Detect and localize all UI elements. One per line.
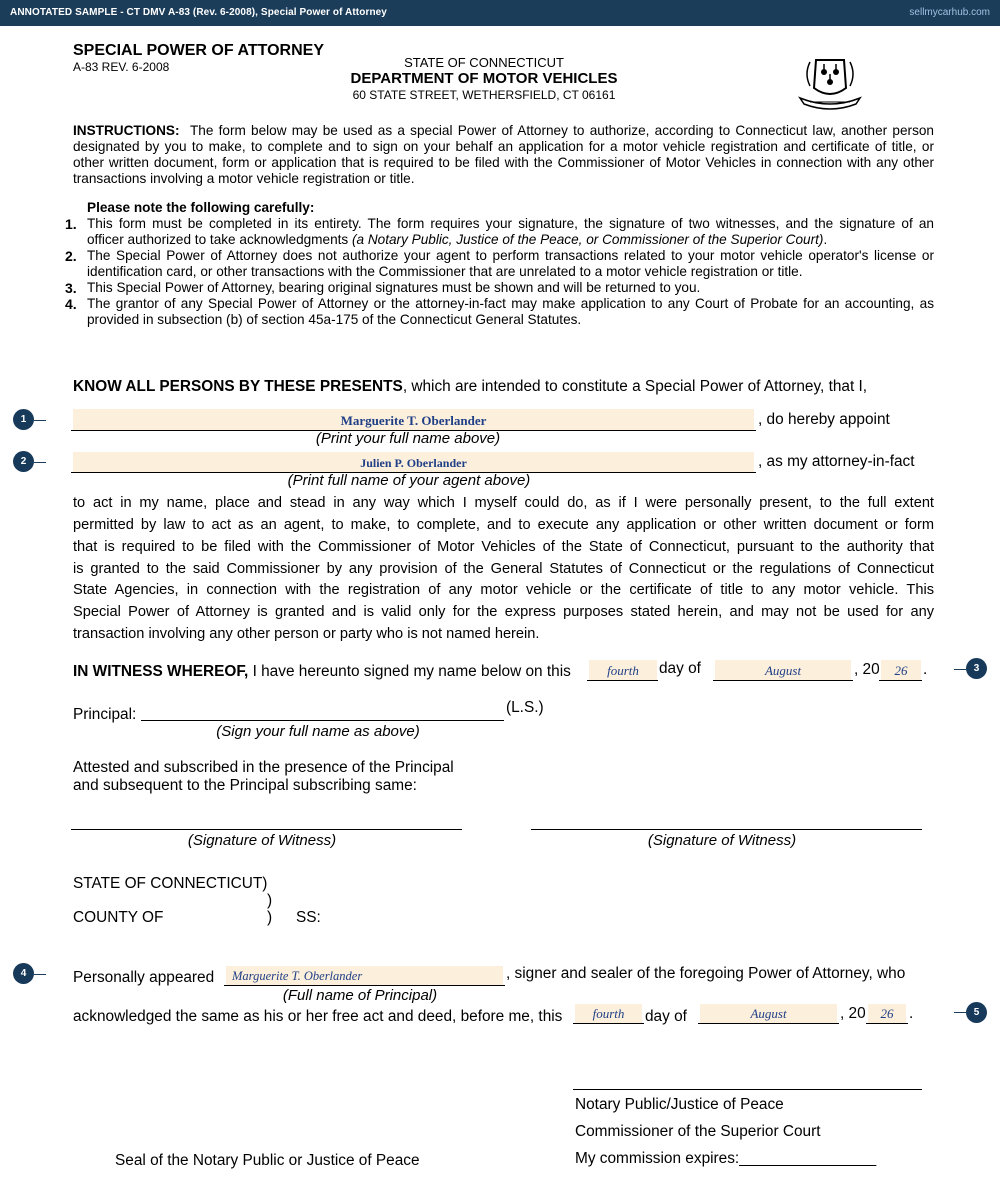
instructions-line-1: INSTRUCTIONS: The form below may be used as a special Power of Attorney to authorize, according to Connecticut law, another person bbox=[73, 123, 934, 138]
witness-1-caption: (Signature of Witness) bbox=[187, 832, 337, 849]
principal-signature-line[interactable] bbox=[141, 720, 504, 721]
callout-tick-5 bbox=[954, 1012, 966, 1013]
paragraph-line-6: Special Power of Attorney is granted and is valid only for the express purposes stated herein, and may not be used for any bbox=[73, 604, 934, 620]
principal-label: Principal: bbox=[73, 706, 137, 723]
ack-year-field[interactable]: 26 bbox=[868, 1004, 906, 1023]
sign-day-of: day of bbox=[659, 660, 701, 677]
principal-name-field[interactable]: Marguerite T. Oberlander bbox=[73, 409, 754, 430]
sign-year-prefix: , 20 bbox=[854, 661, 880, 678]
ack-period: . bbox=[909, 1005, 914, 1022]
sign-month-field[interactable]: August bbox=[715, 660, 851, 680]
instructions-label: INSTRUCTIONS: bbox=[73, 123, 180, 138]
paragraph-line-2: permitted by law to act as an agent, to make, to complete, and to execute any application or other written document or form bbox=[73, 517, 934, 533]
top-banner bbox=[0, 0, 1000, 26]
callout-badge-3: 3 bbox=[966, 658, 987, 679]
ack-month-field[interactable]: August bbox=[700, 1004, 837, 1023]
form-title: SPECIAL POWER OF ATTORNEY bbox=[73, 42, 324, 59]
ack-year-line bbox=[866, 1023, 908, 1024]
state-seal-icon bbox=[796, 54, 864, 112]
sign-day-line bbox=[587, 680, 658, 681]
banner-title: ANNOTATED SAMPLE - CT DMV A-83 (Rev. 6-2008), Special Power of Attorney bbox=[10, 7, 387, 18]
ack-day-field[interactable]: fourth bbox=[575, 1004, 642, 1023]
department-address: 60 STATE STREET, WETHERSFIELD, CT 06161 bbox=[352, 88, 616, 102]
commission-expires: My commission expires:________________ bbox=[575, 1150, 877, 1167]
note-3-line-1: This Special Power of Attorney, bearing original signatures must be shown and will be returned to you. bbox=[87, 280, 701, 295]
officer-title-2: Commissioner of the Superior Court bbox=[575, 1123, 821, 1140]
note-4-line-1: The grantor of any Special Power of Attorney or the attorney-in-fact may make application to any Court of Probate for an accounting, as bbox=[87, 296, 934, 311]
note-number-1: 1. bbox=[65, 216, 77, 232]
callout-tick-1 bbox=[34, 420, 46, 421]
instructions-line-4: transactions involving a motor vehicle registration or title. bbox=[73, 171, 415, 186]
notary-state: STATE OF CONNECTICUT) bbox=[73, 875, 268, 892]
witness-1-signature-line[interactable] bbox=[71, 829, 462, 830]
agent-name-field[interactable]: Julien P. Oberlander bbox=[73, 452, 754, 472]
instructions-line-2: designated by you to make, to complete and to sign on your behalf an application for a motor vehicle registration and certificate of title, or bbox=[73, 139, 934, 154]
attorney-in-fact-text: , as my attorney-in-fact bbox=[758, 453, 915, 470]
ack-year-prefix: , 20 bbox=[840, 1005, 866, 1022]
notary-county: COUNTY OF bbox=[73, 909, 164, 926]
sign-month-line bbox=[713, 680, 853, 681]
paragraph-line-7: transaction involving any other person or party who is not named herein. bbox=[73, 626, 540, 642]
callout-tick-4 bbox=[34, 974, 46, 975]
agent-name-caption: (Print full name of your agent above) bbox=[287, 472, 531, 489]
appoint-text: , do hereby appoint bbox=[758, 411, 890, 428]
paragraph-line-3: that is required to be filed with the Commissioner of Motor Vehicles of the State of Connecticut, pursuant to the authority that bbox=[73, 539, 934, 555]
witness-whereof-text: IN WITNESS WHEREOF, I have hereunto signed my name below on this bbox=[73, 663, 571, 680]
callout-tick-2 bbox=[34, 462, 46, 463]
attested-line-2: and subsequent to the Principal subscribing same: bbox=[73, 777, 417, 794]
officer-signature-line[interactable] bbox=[573, 1089, 922, 1090]
department-heading: DEPARTMENT OF MOTOR VEHICLES bbox=[350, 70, 618, 87]
note-number-4: 4. bbox=[65, 296, 77, 312]
note-heading: Please note the following carefully: bbox=[87, 200, 315, 215]
ack-day-of: day of bbox=[645, 1008, 687, 1025]
sign-year-line bbox=[879, 680, 922, 681]
notary-ss: SS: bbox=[296, 909, 321, 926]
sign-year-field[interactable]: 26 bbox=[881, 660, 921, 680]
note-number-2: 2. bbox=[65, 248, 77, 264]
sign-caption: (Sign your full name as above) bbox=[216, 723, 420, 740]
form-revision: A-83 REV. 6-2008 bbox=[73, 60, 170, 74]
callout-tick-3 bbox=[954, 669, 966, 670]
ls-mark: (L.S.) bbox=[506, 699, 544, 716]
sign-period: . bbox=[923, 661, 928, 678]
know-all-persons: KNOW ALL PERSONS BY THESE PRESENTS, which are intended to constitute a Special Power of Attorney, that I, bbox=[73, 378, 868, 395]
callout-badge-4: 4 bbox=[13, 963, 34, 984]
paragraph-line-1: to act in my name, place and stead in any way which I myself could do, as if I were personally present, to the full extent bbox=[73, 495, 934, 511]
witness-2-caption: (Signature of Witness) bbox=[647, 832, 797, 849]
paragraph-line-5: State Agencies, in connection with the registration of any motor vehicle or the certificate of title to any motor vehicle. This bbox=[73, 582, 934, 598]
note-number-3: 3. bbox=[65, 280, 77, 296]
callout-badge-1: 1 bbox=[13, 409, 34, 430]
witness-2-signature-line[interactable] bbox=[531, 829, 922, 830]
officer-title-1: Notary Public/Justice of Peace bbox=[575, 1096, 784, 1113]
ack-day-line bbox=[573, 1023, 644, 1024]
note-1-line-1: This form must be completed in its entirety. The form requires your signature, the signature of two witnesses, and the signature of an bbox=[87, 216, 934, 231]
ack-month-line bbox=[698, 1023, 839, 1024]
notary-paren-middle: ) bbox=[267, 892, 273, 909]
appeared-name-field[interactable]: Marguerite T. Oberlander bbox=[226, 966, 503, 985]
signer-sealer-text: , signer and sealer of the foregoing Power of Attorney, who bbox=[506, 965, 906, 982]
personally-appeared: Personally appeared bbox=[73, 969, 215, 986]
callout-badge-5: 5 bbox=[966, 1002, 987, 1023]
state-heading: STATE OF CONNECTICUT bbox=[404, 55, 564, 70]
attested-line-1: Attested and subscribed in the presence of the Principal bbox=[73, 759, 454, 776]
appeared-name-line bbox=[224, 985, 505, 986]
note-4-line-2: provided in subsection (b) of section 45a-175 of the Connecticut General Statutes. bbox=[87, 312, 582, 327]
note-1-line-2: officer authorized to take acknowledgments (a Notary Public, Justice of the Peace, or Commissioner of the Superior Court). bbox=[87, 232, 828, 247]
banner-site-link[interactable]: sellmycarhub.com bbox=[909, 7, 990, 18]
fullname-caption: (Full name of Principal) bbox=[282, 987, 438, 1004]
seal-caption: Seal of the Notary Public or Justice of Peace bbox=[115, 1152, 420, 1169]
paragraph-line-4: is granted to the said Commissioner by any provision of the General Statutes of Connecticut or the regulations of Connecticut bbox=[73, 561, 934, 577]
note-2-line-2: identification card, or other transactions with the Commissioner that are unrelated to a motor vehicle registration or title. bbox=[87, 264, 803, 279]
callout-badge-2: 2 bbox=[13, 451, 34, 472]
print-name-caption: (Print your full name above) bbox=[315, 430, 501, 447]
acknowledged-text: acknowledged the same as his or her free act and deed, before me, this bbox=[73, 1008, 563, 1025]
note-2-line-1: The Special Power of Attorney does not authorize your agent to perform transactions related to your motor vehicle operator's license or bbox=[87, 248, 934, 263]
sign-day-field[interactable]: fourth bbox=[589, 660, 657, 680]
notary-paren-bottom: ) bbox=[267, 909, 273, 926]
instructions-line-3: other written document, form or application that is required to be filed with the Commissioner of Motor Vehicles in connection with any other bbox=[73, 155, 934, 170]
